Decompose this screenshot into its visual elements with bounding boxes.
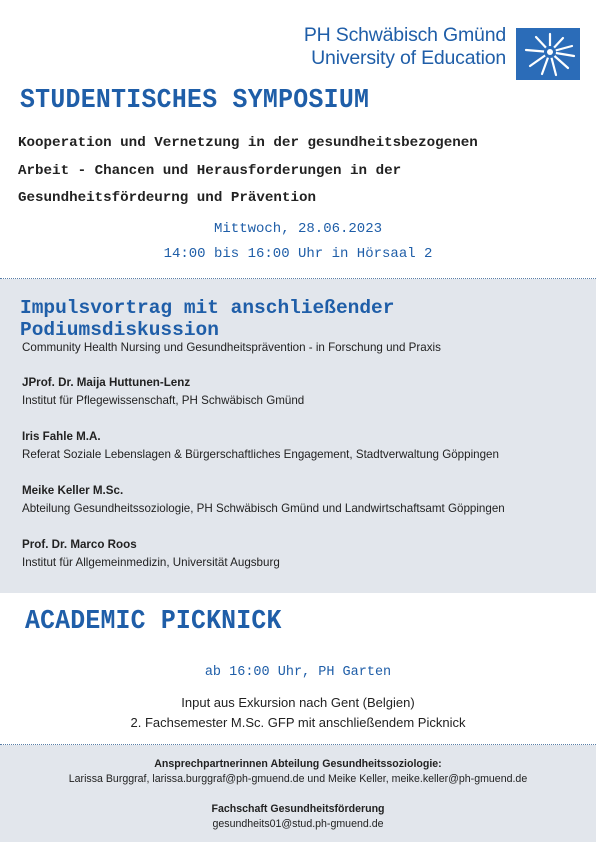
speaker-name: Meike Keller M.Sc. bbox=[22, 484, 124, 497]
logo-line-2: University of Education bbox=[311, 47, 506, 69]
speaker-name: Prof. Dr. Marco Roos bbox=[22, 538, 137, 551]
speaker-block bbox=[22, 482, 505, 518]
speaker-name: Iris Fahle M.A. bbox=[22, 430, 101, 443]
speaker-affiliation: Abteilung Gesundheitssoziologie, PH Schwäbisch Gmünd und Landwirtschaftsamt Göppingen bbox=[22, 502, 505, 515]
fachschaft-heading: Fachschaft Gesundheitsförderung bbox=[211, 803, 385, 815]
speaker-block bbox=[22, 536, 280, 572]
speaker-affiliation: Referat Soziale Lebenslagen & Bürgerschaftliches Engagement, Stadtverwaltung Göppingen bbox=[22, 448, 499, 461]
contact-heading: Ansprechpartnerinnen Abteilung Gesundheitssoziologie: bbox=[154, 758, 442, 770]
fachschaft-email[interactable]: gesundheits01@stud.ph-gmuend.de bbox=[212, 818, 384, 830]
picknick-line-1: Input aus Exkursion nach Gent (Belgien) bbox=[181, 695, 415, 710]
section-heading-impulsvortrag: Impulsvortrag mit anschließender Podiumsdiskussion bbox=[20, 297, 395, 341]
subtitle-line-1: Kooperation und Vernetzung in der gesundheitsbezogenen bbox=[18, 135, 478, 151]
speaker-affiliation: Institut für Allgemeinmedizin, Universität Augsburg bbox=[22, 556, 280, 569]
section-heading-picknick: ACADEMIC PICKNICK bbox=[25, 607, 282, 637]
subtitle-line-2: Arbeit - Chancen und Herausforderungen in der bbox=[18, 162, 402, 179]
divider bbox=[0, 744, 596, 745]
page-title: STUDENTISCHES SYMPOSIUM bbox=[20, 86, 370, 116]
picknick-time-place: ab 16:00 Uhr, PH Garten bbox=[204, 665, 392, 680]
topic-text: Community Health Nursing und Gesundheitsprävention - in Forschung und Praxis bbox=[22, 341, 441, 354]
speaker-name: JProf. Dr. Maija Huttunen-Lenz bbox=[22, 376, 191, 389]
speaker-block bbox=[22, 428, 499, 464]
event-date: Mittwoch, 28.06.2023 bbox=[213, 221, 383, 237]
contact-line: Larissa Burggraf, larissa.burggraf@ph-gmuend.de und Meike Keller, meike.keller@ph-gmuend.de bbox=[68, 773, 528, 785]
event-time-place: 14:00 bis 16:00 Uhr in Hörsaal 2 bbox=[163, 246, 433, 262]
divider bbox=[0, 278, 596, 279]
speaker-block bbox=[22, 374, 304, 410]
subtitle-line-3: Gesundheitsfördeurng und Prävention bbox=[18, 190, 316, 206]
subtitle bbox=[18, 130, 578, 213]
logo-text bbox=[304, 24, 506, 70]
speaker-affiliation: Institut für Pflegewissenschaft, PH Schwäbisch Gmünd bbox=[22, 394, 305, 407]
sunburst-logo-icon bbox=[516, 28, 580, 80]
picknick-line-2: 2. Fachsemester M.Sc. GFP mit anschließendem Picknick bbox=[130, 715, 466, 730]
logo-line-1: PH Schwäbisch Gmünd bbox=[303, 24, 506, 46]
